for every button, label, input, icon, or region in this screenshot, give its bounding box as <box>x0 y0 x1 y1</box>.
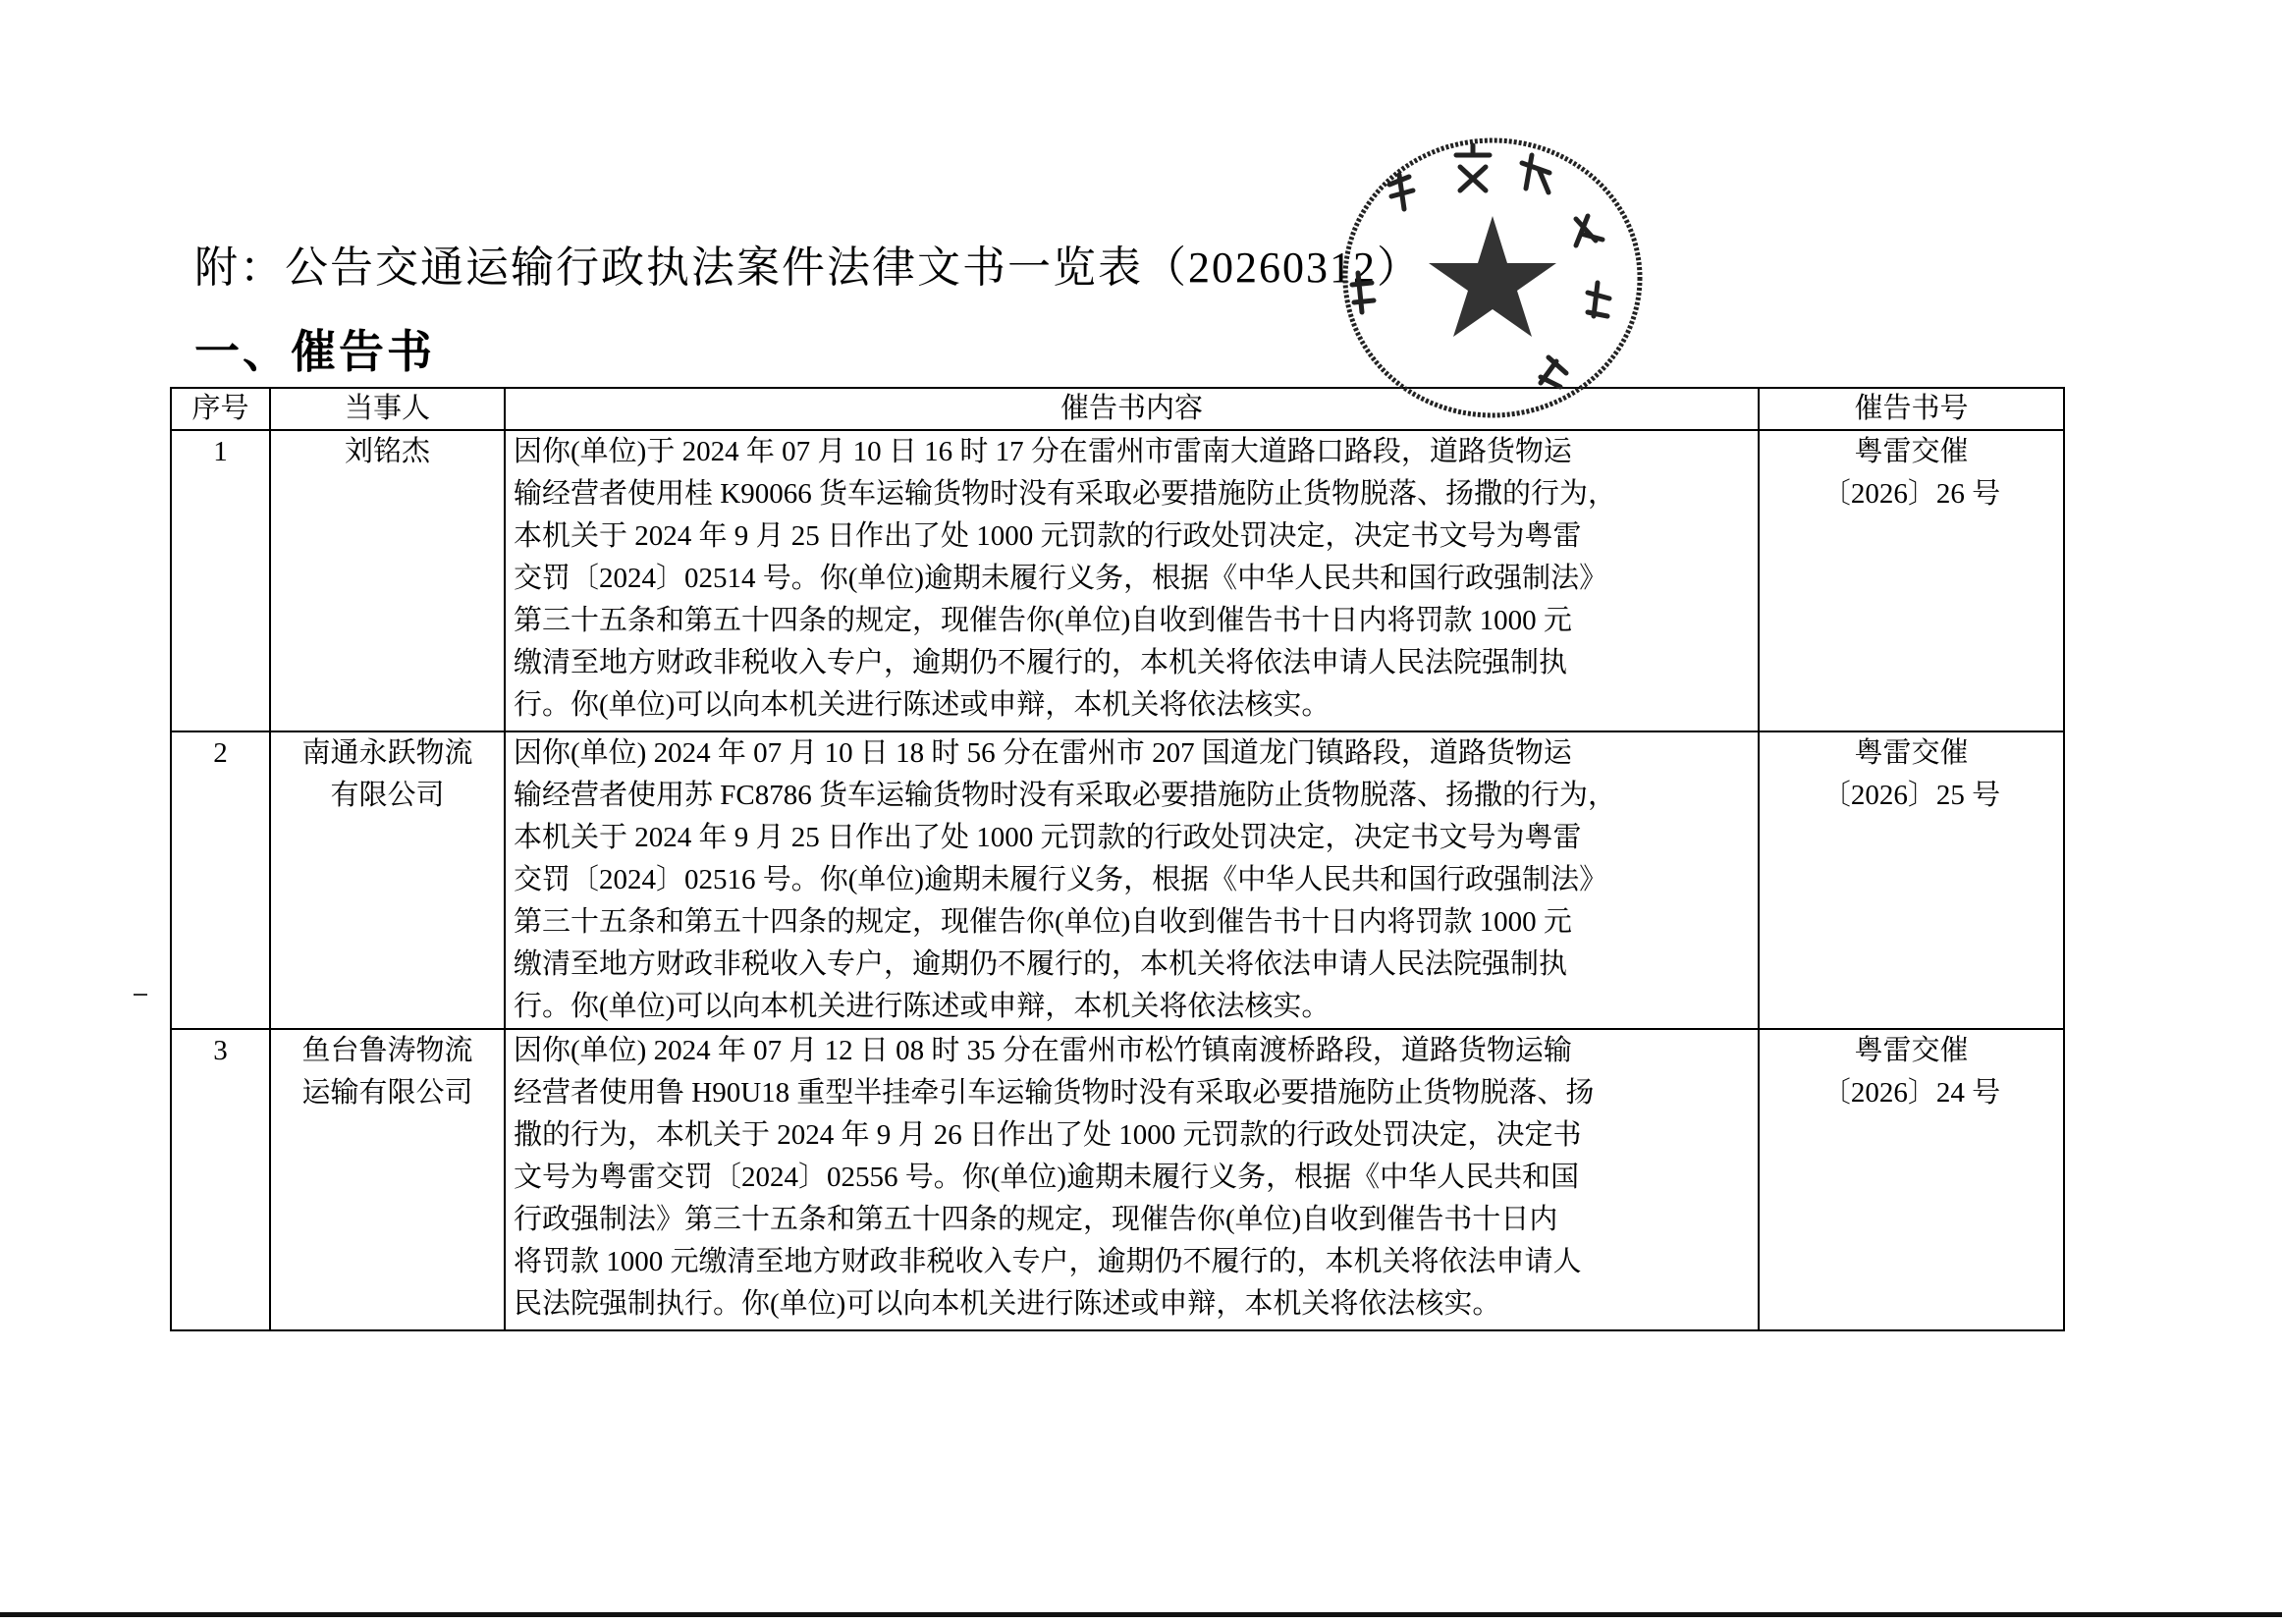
notice-content-line: 将罚款 1000 元缴清至地方财政非税收入专户，逾期仍不履行的，本机关将依法申请人 <box>514 1246 1582 1277</box>
header-party: 当事人 <box>270 388 505 430</box>
notice-doc-number-line: 粤雷交催 <box>1854 436 1969 467</box>
urge-notice-table <box>170 387 2065 1331</box>
party-name <box>270 430 505 731</box>
notice-content <box>505 1029 1759 1330</box>
notice-content-line: 本机关于 2024 年 9 月 25 日作出了处 1000 元罚款的行政处罚决定，决定书文号为粤雷 <box>514 520 1582 552</box>
notice-content-line: 缴清至地方财政非税收入专户，逾期仍不履行的，本机关将依法申请人民法院强制执 <box>514 647 1568 678</box>
notice-doc-number <box>1759 1029 2064 1330</box>
party-name-line: 鱼台鲁涛物流 <box>301 1035 473 1066</box>
notice-doc-number <box>1759 430 2064 731</box>
notice-content-line: 第三十五条和第五十四条的规定，现催告你(单位)自收到催告书十日内将罚款 1000 元 <box>514 605 1572 636</box>
party-name-line: 运输有限公司 <box>301 1077 473 1109</box>
notice-doc-number-line: 粤雷交催 <box>1854 1035 1969 1066</box>
header-doc-no: 催告书号 <box>1759 388 2064 430</box>
notice-content-line: 行。你(单位)可以向本机关进行陈述或申辩，本机关将依法核实。 <box>514 991 1331 1022</box>
notice-content-line: 行。你(单位)可以向本机关进行陈述或申辩，本机关将依法核实。 <box>514 689 1331 721</box>
header-no: 序号 <box>171 388 270 430</box>
section-heading: 一、催告书 <box>194 325 435 378</box>
table-header-row <box>171 388 2064 430</box>
notice-doc-number-line: 〔2026〕25 号 <box>1821 780 2001 811</box>
notice-content-line: 因你(单位) 2024 年 07 月 10 日 18 时 56 分在雷州市 207 国道龙门镇路段，道路货物运 <box>514 737 1572 769</box>
notice-doc-number-line: 〔2026〕26 号 <box>1821 478 2001 510</box>
notice-content-line: 缴清至地方财政非税收入专户，逾期仍不履行的，本机关将依法申请人民法院强制执 <box>514 948 1568 980</box>
row-number: 2 <box>171 731 270 1029</box>
table-row <box>171 731 2064 1029</box>
notice-content-line: 因你(单位) 2024 年 07 月 12 日 08 时 35 分在雷州市松竹镇南渡桥路段，道路货物运输 <box>514 1035 1572 1066</box>
notice-doc-number-line: 〔2026〕24 号 <box>1821 1077 2001 1109</box>
notice-doc-number-line: 粤雷交催 <box>1854 737 1969 769</box>
scan-mark <box>134 994 147 996</box>
party-name <box>270 731 505 1029</box>
notice-content-line: 撒的行为，本机关于 2024 年 9 月 26 日作出了处 1000 元罚款的行政处罚决定，决定书 <box>514 1119 1582 1151</box>
notice-content-line: 交罚〔2024〕02514 号。你(单位)逾期未履行义务，根据《中华人民共和国行政强制法》 <box>514 563 1608 594</box>
notice-content <box>505 731 1759 1029</box>
notice-content-line: 文号为粤雷交罚〔2024〕02556 号。你(单位)逾期未履行义务，根据《中华人民共和国 <box>514 1162 1580 1193</box>
header-content: 催告书内容 <box>505 388 1759 430</box>
notice-content-line: 输经营者使用桂 K90066 货车运输货物时没有采取必要措施防止货物脱落、扬撒的行为， <box>514 478 1616 510</box>
row-number: 3 <box>171 1029 270 1330</box>
notice-content-line: 因你(单位)于 2024 年 07 月 10 日 16 时 17 分在雷州市雷南大道路口路段，道路货物运 <box>514 436 1572 467</box>
document-title: 附：公告交通运输行政执法案件法律文书一览表（20260312） <box>194 244 1422 292</box>
seal-star-icon <box>1429 216 1556 337</box>
notice-content-line: 行政强制法》第三十五条和第五十四条的规定，现催告你(单位)自收到催告书十日内 <box>514 1204 1558 1235</box>
party-name-line: 南通永跃物流 <box>301 737 473 769</box>
party-name-line: 有限公司 <box>330 780 445 811</box>
notice-content-line: 经营者使用鲁 H90U18 重型半挂牵引车运输货物时没有采取必要措施防止货物脱落、扬 <box>514 1077 1595 1109</box>
notice-content-line: 输经营者使用苏 FC8786 货车运输货物时没有采取必要措施防止货物脱落、扬撒的行为， <box>514 780 1616 811</box>
notice-content-line: 本机关于 2024 年 9 月 25 日作出了处 1000 元罚款的行政处罚决定，决定书文号为粤雷 <box>514 822 1582 853</box>
table-row <box>171 1029 2064 1330</box>
notice-content <box>505 430 1759 731</box>
party-name-line: 刘铭杰 <box>344 436 430 467</box>
notice-content-line: 交罚〔2024〕02516 号。你(单位)逾期未履行义务，根据《中华人民共和国行政强制法》 <box>514 864 1608 895</box>
party-name <box>270 1029 505 1330</box>
row-number: 1 <box>171 430 270 731</box>
notice-content-line: 民法院强制执行。你(单位)可以向本机关进行陈述或申辩，本机关将依法核实。 <box>514 1288 1501 1320</box>
notice-doc-number <box>1759 731 2064 1029</box>
scan-edge-line <box>0 1612 2282 1617</box>
notice-content-line: 第三十五条和第五十四条的规定，现催告你(单位)自收到催告书十日内将罚款 1000 元 <box>514 906 1572 938</box>
table-row <box>171 430 2064 731</box>
